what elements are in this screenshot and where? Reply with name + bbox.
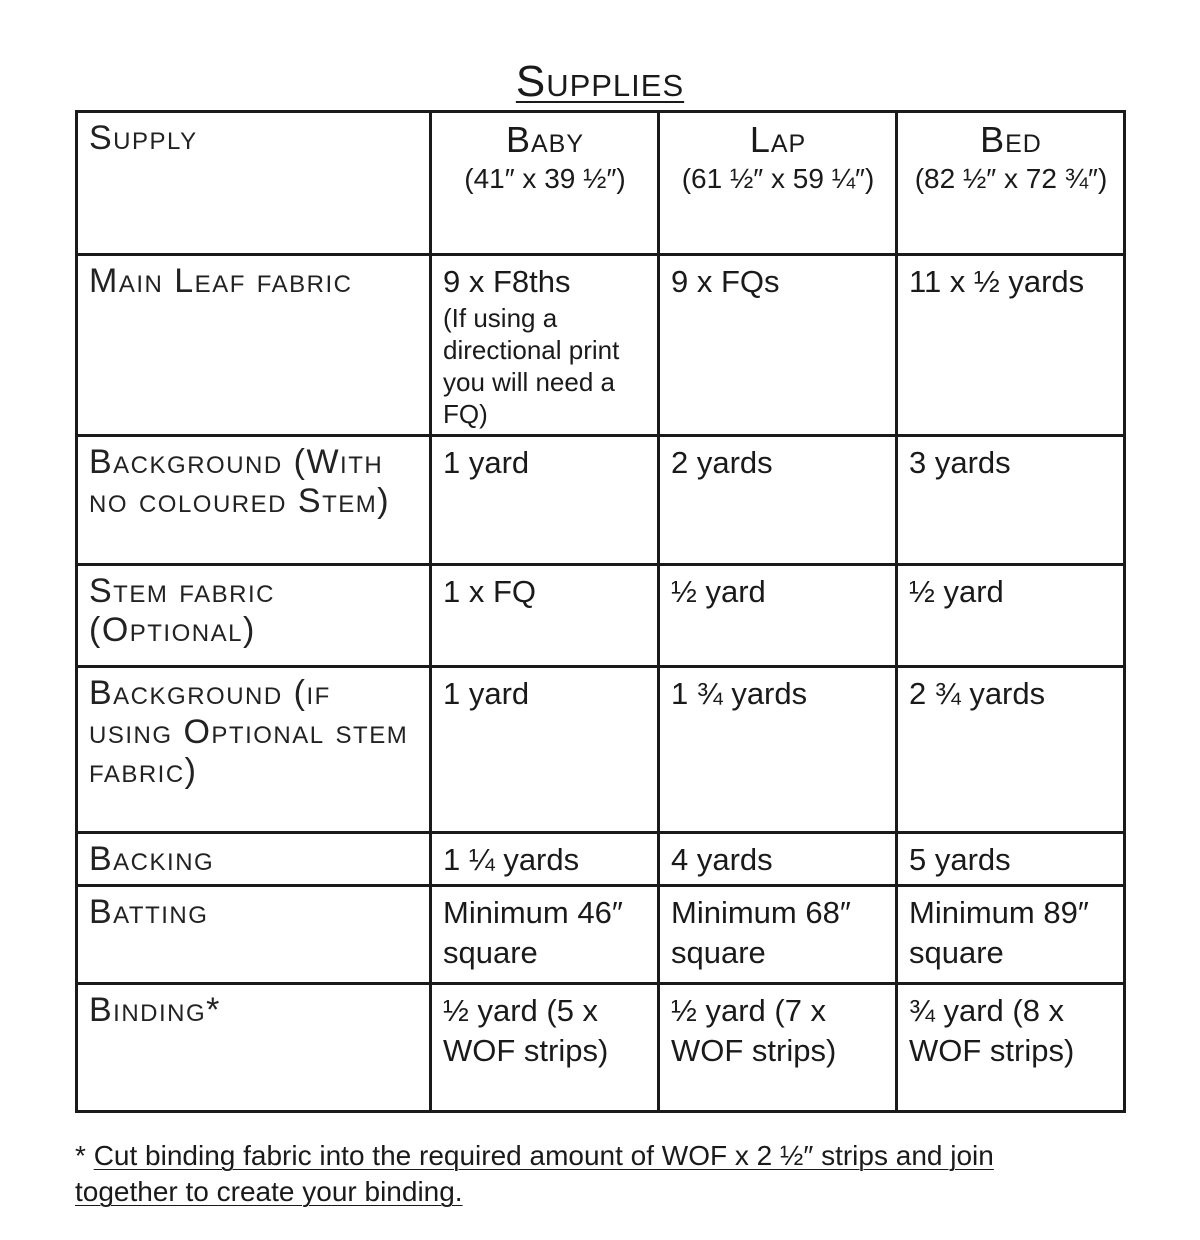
page-title-text: Supplies [515,57,685,106]
header-bed [897,112,1125,255]
cell-baby [431,255,659,436]
row-label: Batting [77,886,431,984]
cell-baby: 1 yard [431,667,659,833]
cell-baby: 1 x FQ [431,565,659,667]
cell-lap: ½ yard (7 x WOF strips) [659,984,897,1112]
header-baby [431,112,659,255]
cell-baby-value: 9 x F8ths [443,264,571,299]
row-label: Background (if using Optional stem fabric) [77,667,431,833]
cell-baby: 1 ¼ yards [431,833,659,886]
cell-bed: ½ yard [897,565,1125,667]
cell-bed: 11 x ½ yards [897,255,1125,436]
cell-bed: Minimum 89″ square [897,886,1125,984]
row-label: Binding* [77,984,431,1112]
cell-lap: 1 ¾ yards [659,667,897,833]
cell-lap: 4 yards [659,833,897,886]
row-label: Stem fabric (Optional) [77,565,431,667]
footnote-marker: * [75,1140,86,1171]
cell-bed: 3 yards [897,436,1125,565]
header-lap-name: Lap [749,119,807,160]
cell-lap: ½ yard [659,565,897,667]
cell-bed: ¾ yard (8 x WOF strips) [897,984,1125,1112]
cell-lap: Minimum 68″ square [659,886,897,984]
header-bed-dims: (82 ½″ x 72 ¾″) [914,163,1108,194]
cell-bed: 5 yards [897,833,1125,886]
table-row [77,984,1125,1112]
cell-bed: 2 ¾ yards [897,667,1125,833]
page-title [0,55,1200,109]
cell-lap: 2 yards [659,436,897,565]
footnote-text: Cut binding fabric into the required amount of WOF x 2 ½″ strips and join together to create your binding. [75,1140,994,1207]
table-row [77,667,1125,833]
table-row [77,255,1125,436]
cell-baby: ½ yard (5 x WOF strips) [431,984,659,1112]
cell-baby: 1 yard [431,436,659,565]
cell-baby-note: (If using a directional print you will need a FQ) [443,303,620,429]
row-label: Main Leaf fabric [77,255,431,436]
table-row [77,436,1125,565]
header-supply: Supply [77,112,431,255]
table-row [77,833,1125,886]
table-row [77,886,1125,984]
table-row [77,565,1125,667]
header-lap [659,112,897,255]
row-label: Background (With no coloured Stem) [77,436,431,565]
header-lap-dims: (61 ½″ x 59 ¼″) [681,163,875,194]
footnote [75,1138,1065,1210]
header-baby-dims: (41″ x 39 ½″) [464,163,626,194]
header-bed-name: Bed [980,119,1042,160]
header-baby-name: Baby [505,119,585,160]
table-header-row [77,112,1125,255]
supplies-table [75,110,1126,1113]
row-label: Backing [77,833,431,886]
cell-lap: 9 x FQs [659,255,897,436]
cell-baby: Minimum 46″ square [431,886,659,984]
